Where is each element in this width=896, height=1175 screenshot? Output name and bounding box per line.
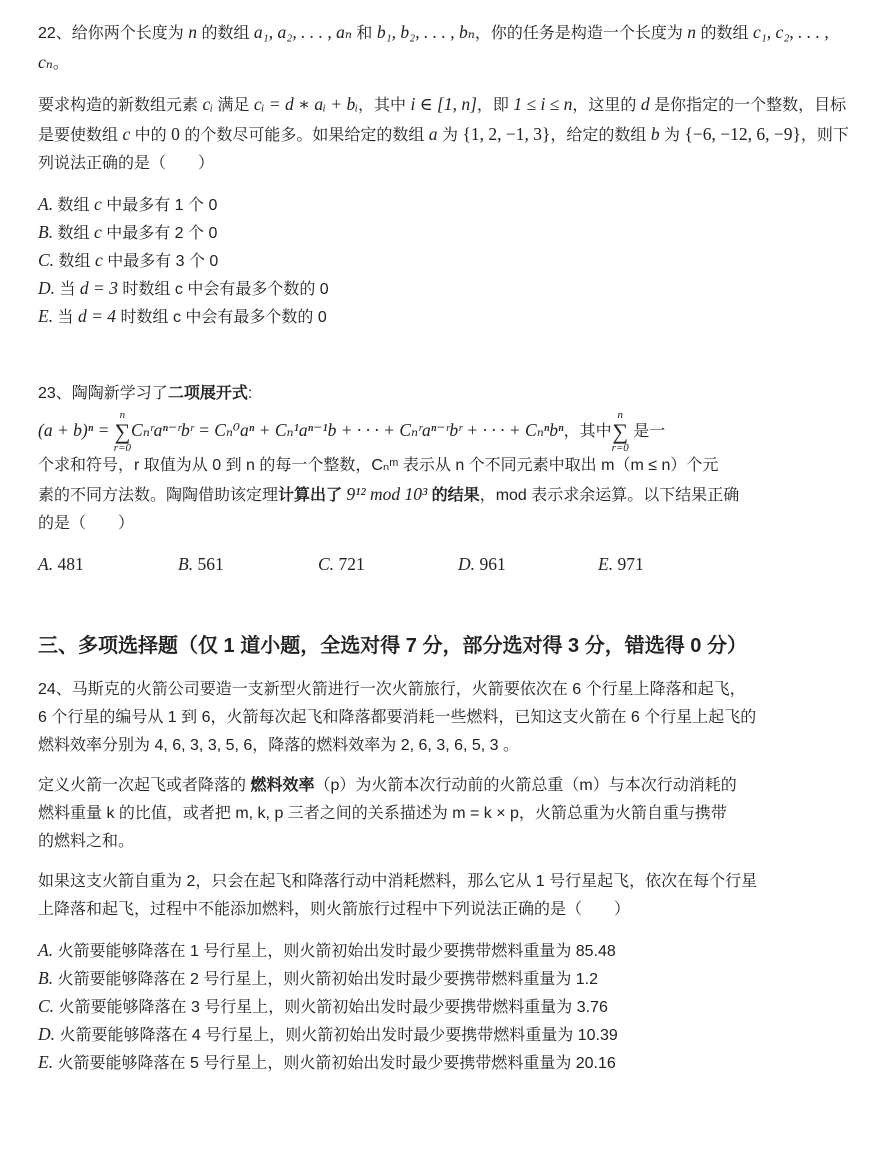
q22-text: 为 [437, 127, 463, 144]
option-value: 561 [197, 554, 224, 574]
option-e[interactable] [38, 302, 858, 330]
question-23-options [38, 550, 858, 580]
q22-math: c₁, c₂, . . . , cₙ [38, 22, 829, 72]
option-text: 数组 [53, 197, 94, 214]
q22-text: 中的 [130, 127, 172, 144]
option-letter: A. [38, 554, 54, 574]
formula-lhs: (a + b)ⁿ = [38, 420, 114, 440]
option-letter: B. [38, 968, 54, 988]
q22-math: 0 [171, 124, 180, 144]
q23-line3 [38, 480, 858, 510]
q22-text: 的数组 [197, 25, 254, 42]
option-text: 时数组 c 中会有最多个数的 0 [116, 309, 327, 326]
option-text: 当 [53, 309, 78, 326]
option-value: 961 [479, 554, 506, 574]
option-letter: E. [38, 306, 54, 326]
option-text: 中最多有 1 个 0 [101, 197, 218, 214]
question-24-options [38, 936, 858, 1076]
q23-bold-text: 的结果 [431, 487, 480, 504]
question-22-condition [38, 90, 858, 178]
q22-text: 为 [659, 127, 685, 144]
q22-text: ，其中 [358, 97, 411, 114]
q24-line: 上降落和起飞，过程中不能添加燃料，则火箭旅行过程中下列说法正确的是（ ） [38, 901, 631, 918]
q22-text: ，你的任务是构造一个长度为 [474, 25, 688, 42]
q23-line4 [38, 510, 858, 538]
question-24 [38, 676, 858, 1076]
sum-upper: n [617, 408, 623, 421]
option-letter: A. [38, 940, 54, 960]
question-24-question [38, 868, 858, 924]
option-text: 当 [55, 281, 80, 298]
option-letter: C. [318, 554, 335, 574]
option-letter: C. [38, 996, 55, 1016]
q22-text: 满足 [213, 97, 254, 114]
q22-math: n [188, 22, 197, 42]
q22-text: ，给定的数组 [550, 127, 651, 144]
q23-text: : [247, 385, 253, 402]
option-value: 721 [338, 554, 365, 574]
q22-math: 1 ≤ i ≤ n [513, 94, 573, 114]
q22-text: 。 [52, 55, 69, 72]
q22-math: i ∈ [1, n] [410, 94, 477, 114]
q24-bold-text: 燃料效率 [250, 777, 315, 794]
q24-line: 的燃料之和。 [38, 833, 135, 850]
q22-text: 和 [351, 25, 377, 42]
q22-text: 的数组 [696, 25, 753, 42]
option-letter: D. [38, 278, 56, 298]
q23-line2 [38, 452, 858, 480]
option-math: d = 4 [77, 306, 117, 326]
option-b[interactable] [178, 550, 318, 580]
option-letter: D. [458, 554, 476, 574]
question-22-stem [38, 18, 858, 78]
option-math: d = 3 [79, 278, 118, 298]
option-text: 火箭要能够降落在 3 号行星上，则火箭初始出发时最少要携带燃料重量为 3.76 [54, 999, 608, 1016]
q22-text: 要求构造的新数组元素 [38, 97, 203, 114]
q24-line [38, 772, 858, 800]
q24-line: 燃料效率分别为 4, 6, 3, 3, 5, 6，降落的燃料效率为 2, 6, 3, 6, 5, 3 。 [38, 737, 520, 754]
option-text: 中最多有 2 个 0 [101, 225, 218, 242]
sum-lower: r=0 [611, 441, 629, 454]
option-d[interactable] [38, 1020, 858, 1048]
option-d[interactable] [458, 550, 598, 580]
q22-math: {1, 2, −1, 3} [462, 124, 551, 144]
option-e[interactable] [38, 1048, 858, 1076]
q23-math: 9¹² mod 10³ [342, 484, 432, 504]
option-a[interactable] [38, 190, 858, 218]
q23-text: 素的不同方法数。陶陶借助该定理 [38, 487, 279, 504]
option-b[interactable] [38, 218, 858, 246]
q22-math: b [650, 124, 660, 144]
q23-text: ，其中 [563, 423, 612, 440]
sigma: ∑ [114, 418, 131, 444]
q22-text: ，则下列说法正确的是（ ） [38, 127, 849, 172]
q24-line: 6 个行星的编号从 1 到 6，火箭每次起飞和降落都要消耗一些燃料，已知这支火箭在 6 个行星上起飞的 [38, 709, 757, 726]
option-math: c [93, 194, 102, 214]
option-c[interactable] [38, 992, 858, 1020]
option-value: 971 [617, 554, 644, 574]
question-24-definition [38, 772, 858, 856]
option-c[interactable] [38, 246, 858, 274]
q23-text: 个求和符号，r 取值为从 0 到 n 的每一个整数，Cₙᵐ 表示从 n 个不同元素中取出 m（m ≤ n）个元 [38, 457, 719, 474]
exam-page [38, 18, 858, 1076]
sigma: ∑ [612, 418, 629, 444]
option-letter: A. [38, 194, 54, 214]
q22-math: {−6, −12, 6, −9} [684, 124, 801, 144]
q24-line: 如果这支火箭自重为 2，只会在起飞和降落行动中消耗燃料，那么它从 1 号行星起飞，依次在每个行星 [38, 873, 758, 890]
option-text: 火箭要能够降落在 2 号行星上，则火箭初始出发时最少要携带燃料重量为 1.2 [53, 971, 599, 988]
sum-symbol [114, 410, 131, 454]
binomial-formula [38, 408, 858, 452]
q24-line: 24、马斯克的火箭公司要造一支新型火箭进行一次火箭旅行，火箭要依次在 6 个行星上降落和起飞， [38, 681, 746, 698]
q23-bold-text: 二项展开式 [167, 385, 248, 402]
q23-text: 的是（ ） [38, 515, 135, 532]
option-text: 数组 [53, 225, 94, 242]
q22-math: cᵢ = d ∗ aᵢ + bᵢ [253, 94, 358, 114]
q23-text: ，mod 表示求余运算。以下结果正确 [479, 487, 740, 504]
option-letter: E. [38, 1052, 54, 1072]
option-text: 火箭要能够降落在 4 号行星上，则火箭初始出发时最少要携带燃料重量为 10.39 [55, 1027, 618, 1044]
q22-math: a [428, 124, 438, 144]
option-d[interactable] [38, 274, 858, 302]
q22-text: 是你指定的一个整数，目标是要使数组 [38, 97, 847, 144]
q24-text: 定义火箭一次起飞或者降落的 [38, 777, 251, 794]
option-letter: E. [598, 554, 614, 574]
option-math: c [94, 250, 103, 270]
option-b[interactable] [38, 964, 858, 992]
q23-text: 23、陶陶新学习了 [38, 385, 168, 402]
option-text: 火箭要能够降落在 1 号行星上，则火箭初始出发时最少要携带燃料重量为 85.48 [53, 943, 616, 960]
q22-math: c [122, 124, 131, 144]
option-letter: B. [178, 554, 194, 574]
question-22 [38, 18, 858, 330]
q24-line: 燃料重量 k 的比值，或者把 m, k, p 三者之间的关系描述为 m = k × p，火箭总重为火箭自重与携带 [38, 805, 727, 822]
q22-math: d [640, 94, 650, 114]
q22-math: b₁, b₂, . . . , bₙ [376, 22, 475, 42]
question-22-options [38, 190, 858, 330]
question-23 [38, 380, 858, 580]
formula-rhs: Cₙʳaⁿ⁻ʳbʳ = Cₙ⁰aⁿ + Cₙ¹aⁿ⁻¹b + · · · + Cₙʳaⁿ⁻ʳbʳ + · · · + Cₙⁿbⁿ [131, 420, 564, 440]
option-text: 中最多有 3 个 0 [102, 253, 219, 270]
q22-math: cᵢ [202, 94, 213, 114]
option-text: 时数组 c 中会有最多个数的 0 [117, 281, 329, 298]
question-24-intro [38, 676, 858, 760]
q22-text: 的个数尽可能多。如果给定的数组 [179, 127, 429, 144]
q22-math: a₁, a₂, . . . , aₙ [253, 22, 352, 42]
option-c[interactable] [318, 550, 458, 580]
q24-text: （p）为火箭本次行动前的火箭总重（m）与本次行动消耗的 [314, 777, 737, 794]
option-a[interactable] [38, 550, 178, 580]
option-text: 数组 [54, 253, 95, 270]
option-letter: C. [38, 250, 55, 270]
q22-math: n [687, 22, 697, 42]
option-text: 火箭要能够降落在 5 号行星上，则火箭初始出发时最少要携带燃料重量为 20.16 [53, 1055, 616, 1072]
option-value: 481 [57, 554, 84, 574]
option-letter: D. [38, 1024, 56, 1044]
sum-lower: r=0 [113, 441, 132, 454]
sum-symbol-inline [612, 410, 629, 454]
option-math: c [93, 222, 102, 242]
question-23-intro [38, 380, 858, 408]
q22-text: 22、给你两个长度为 [38, 25, 189, 42]
q23-text: 是一 [628, 423, 666, 440]
sum-upper: n [119, 408, 126, 421]
q22-text: ，即 [476, 97, 514, 114]
option-e[interactable] [598, 550, 738, 580]
q23-bold-text: 计算出了 [278, 487, 343, 504]
q22-text: ，这里的 [572, 97, 641, 114]
option-letter: B. [38, 222, 54, 242]
section-3-title: 三、多项选择题（仅 1 道小题，全选对得 7 分，部分选对得 3 分，错选得 0 分） [38, 635, 747, 657]
option-a[interactable] [38, 936, 858, 964]
